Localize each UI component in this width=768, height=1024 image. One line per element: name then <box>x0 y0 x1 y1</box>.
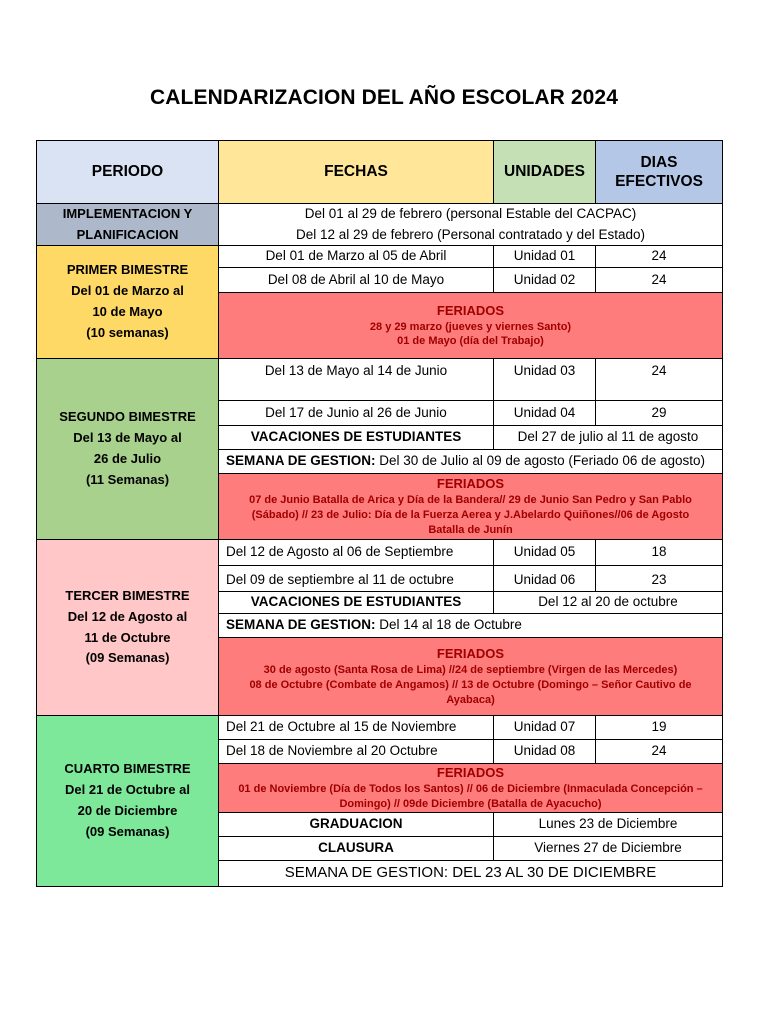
bimestre3-label-line: Del 12 de Agosto al <box>67 608 188 624</box>
bimestre2-label-line: Del 13 de Mayo al <box>73 430 182 446</box>
bimestre1-dias-2: 24 <box>596 268 723 293</box>
bimestre4-graduacion-label: GRADUACION <box>219 812 494 836</box>
bimestre1-feriados <box>219 293 723 359</box>
bimestre4-feriados-title: FERIADOS <box>436 765 505 780</box>
bimestre1-fechas-1: Del 01 de Marzo al 05 de Abril <box>219 246 494 268</box>
bimestre2-label-line: (11 Semanas) <box>85 471 170 487</box>
bimestre3-dias-2: 23 <box>596 566 723 592</box>
header-dias-efectivos <box>596 141 723 204</box>
bimestre4-dias-1: 19 <box>596 716 723 740</box>
bimestre4-unidad-1: Unidad 07 <box>494 716 596 740</box>
header-row <box>37 141 723 204</box>
bimestre4-gestion-final: SEMANA DE GESTION: DEL 23 AL 30 DE DICIEMBRE <box>219 860 723 886</box>
document-title: CALENDARIZACION DEL AÑO ESCOLAR 2024 <box>150 86 618 109</box>
bimestre3-unidad-1: Unidad 05 <box>494 540 596 566</box>
bimestre3-fechas-2: Del 09 de septiembre al 11 de octubre <box>219 566 494 592</box>
bimestre2-feriado-line: 07 de Junio Batalla de Arica y Día de la Bandera// 29 de Junio San Pedro y San Pablo <box>249 494 692 507</box>
bimestre2-vacaciones-label: VACACIONES DE ESTUDIANTES <box>219 426 494 450</box>
bimestre2-vacaciones-value: Del 27 de julio al 11 de agosto <box>494 426 723 450</box>
bimestre4-dias-2: 24 <box>596 740 723 764</box>
bimestre3-feriado-line: 08 de Octubre (Combate de Angamos) // 13 de Octubre (Domingo – Señor Cautivo de <box>249 679 692 691</box>
bimestre4-label <box>37 716 219 887</box>
bimestre4-row-1 <box>37 716 723 740</box>
bimestre2-label <box>37 359 219 540</box>
bimestre3-vacaciones-label: VACACIONES DE ESTUDIANTES <box>219 592 494 614</box>
bimestre3-label-line: (09 Semanas) <box>85 650 170 666</box>
bimestre3-feriado-line: Ayabaca) <box>446 693 495 706</box>
bimestre2-feriado-line: Batalla de Junín <box>428 523 513 536</box>
bimestre3-gestion-label: SEMANA DE GESTION: <box>226 617 376 633</box>
header-periodo: PERIODO <box>37 141 219 204</box>
bimestre2-dias-1: 24 <box>596 359 723 401</box>
bimestre2-fechas-1: Del 13 de Mayo al 14 de Junio <box>219 359 494 401</box>
implementacion-label-line2: PLANIFICACION <box>76 226 179 242</box>
bimestre3-dias-1: 18 <box>596 540 723 566</box>
bimestre3-label-line: 11 de Octubre <box>84 629 171 645</box>
bimestre4-feriado-line: Domingo) // 09de Diciembre (Batalla de Ayacucho) <box>339 797 602 810</box>
bimestre3-row-1 <box>37 540 723 566</box>
bimestre1-label-line: 10 de Mayo <box>92 304 163 319</box>
bimestre4-graduacion-value: Lunes 23 de Diciembre <box>494 812 723 836</box>
header-fechas: FECHAS <box>219 141 494 204</box>
bimestre2-gestion-value: Del 30 de Julio al 09 de agosto (Feriado 06 de agosto) <box>375 453 705 469</box>
bimestre4-label-line: 20 de Diciembre <box>77 802 178 818</box>
bimestre3-gestion-value: Del 14 al 18 de Octubre <box>375 617 522 633</box>
bimestre4-label-line: Del 21 de Octubre al <box>65 781 190 797</box>
bimestre1-feriado-line: 28 y 29 marzo (jueves y viernes Santo) <box>369 320 572 333</box>
bimestre4-fechas-2: Del 18 de Noviembre al 20 Octubre <box>219 740 494 764</box>
calendar-table <box>36 140 723 887</box>
bimestre2-unidad-2: Unidad 04 <box>494 401 596 426</box>
bimestre2-gestion-label: SEMANA DE GESTION: <box>226 453 376 469</box>
header-unidades: UNIDADES <box>494 141 596 204</box>
bimestre3-label-line: TERCER BIMESTRE <box>65 587 190 603</box>
bimestre3-label <box>37 540 219 716</box>
bimestre1-feriados-title: FERIADOS <box>436 302 505 318</box>
header-dias-line2: EFECTIVOS <box>615 173 703 190</box>
bimestre4-label-line: (09 Semanas) <box>85 823 170 839</box>
bimestre4-feriado-line: 01 de Noviembre (Día de Todos los Santos) // 06 de Diciembre (Inmaculada Concepción – <box>238 782 703 795</box>
implementacion-line1: Del 01 al 29 de febrero (personal Estable del CACPAC) <box>304 206 637 222</box>
implementacion-row <box>37 204 723 246</box>
bimestre4-fechas-1: Del 21 de Octubre al 15 de Noviembre <box>219 716 494 740</box>
bimestre3-feriados-title: FERIADOS <box>436 646 505 662</box>
bimestre1-dias-1: 24 <box>596 246 723 268</box>
bimestre1-unidad-2: Unidad 02 <box>494 268 596 293</box>
bimestre3-feriados <box>219 638 723 716</box>
bimestre3-feriado-line: 30 de agosto (Santa Rosa de Lima) //24 de septiembre (Virgen de las Mercedes) <box>263 664 678 677</box>
bimestre2-fechas-2: Del 17 de Junio al 26 de Junio <box>219 401 494 426</box>
bimestre1-feriado-line: 01 de Mayo (día del Trabajo) <box>397 335 544 348</box>
bimestre1-label <box>37 246 219 359</box>
bimestre2-feriados-title: FERIADOS <box>436 476 505 492</box>
bimestre1-row-1 <box>37 246 723 268</box>
bimestre4-unidad-2: Unidad 08 <box>494 740 596 764</box>
bimestre2-gestion <box>219 450 723 474</box>
bimestre2-unidad-1: Unidad 03 <box>494 359 596 401</box>
bimestre2-label-line: SEGUNDO BIMESTRE <box>59 409 196 425</box>
bimestre2-feriado-line: (Sábado) // 23 de Julio: Día de la Fuerza Aerea y J.Abelardo Quiñones//06 de Agosto <box>251 509 690 521</box>
bimestre1-label-line: (10 semanas) <box>86 324 169 340</box>
bimestre1-unidad-1: Unidad 01 <box>494 246 596 268</box>
bimestre2-feriados <box>219 474 723 540</box>
bimestre3-fechas-1: Del 12 de Agosto al 06 de Septiembre <box>219 540 494 566</box>
implementacion-dates <box>219 204 723 246</box>
implementacion-line2: Del 12 al 29 de febrero (Personal contratado y del Estado) <box>296 226 645 242</box>
bimestre2-dias-2: 29 <box>596 401 723 426</box>
bimestre1-fechas-2: Del 08 de Abril al 10 de Mayo <box>219 268 494 293</box>
bimestre4-clausura-value: Viernes 27 de Diciembre <box>494 836 723 860</box>
bimestre3-vacaciones-value: Del 12 al 20 de octubre <box>494 592 723 614</box>
bimestre2-label-line: 26 de Julio <box>93 451 162 466</box>
bimestre4-feriados <box>219 764 723 813</box>
bimestre1-label-line: PRIMER BIMESTRE <box>66 262 189 278</box>
bimestre3-gestion <box>219 614 723 638</box>
bimestre4-clausura-label: CLAUSURA <box>219 836 494 860</box>
bimestre3-unidad-2: Unidad 06 <box>494 566 596 592</box>
implementacion-label-line1: IMPLEMENTACION Y <box>62 206 193 222</box>
bimestre4-label-line: CUARTO BIMESTRE <box>64 761 191 777</box>
header-dias-line1: DIAS <box>640 153 678 171</box>
bimestre2-row-1 <box>37 359 723 401</box>
bimestre1-label-line: Del 01 de Marzo al <box>71 283 184 299</box>
implementacion-label <box>37 204 219 246</box>
